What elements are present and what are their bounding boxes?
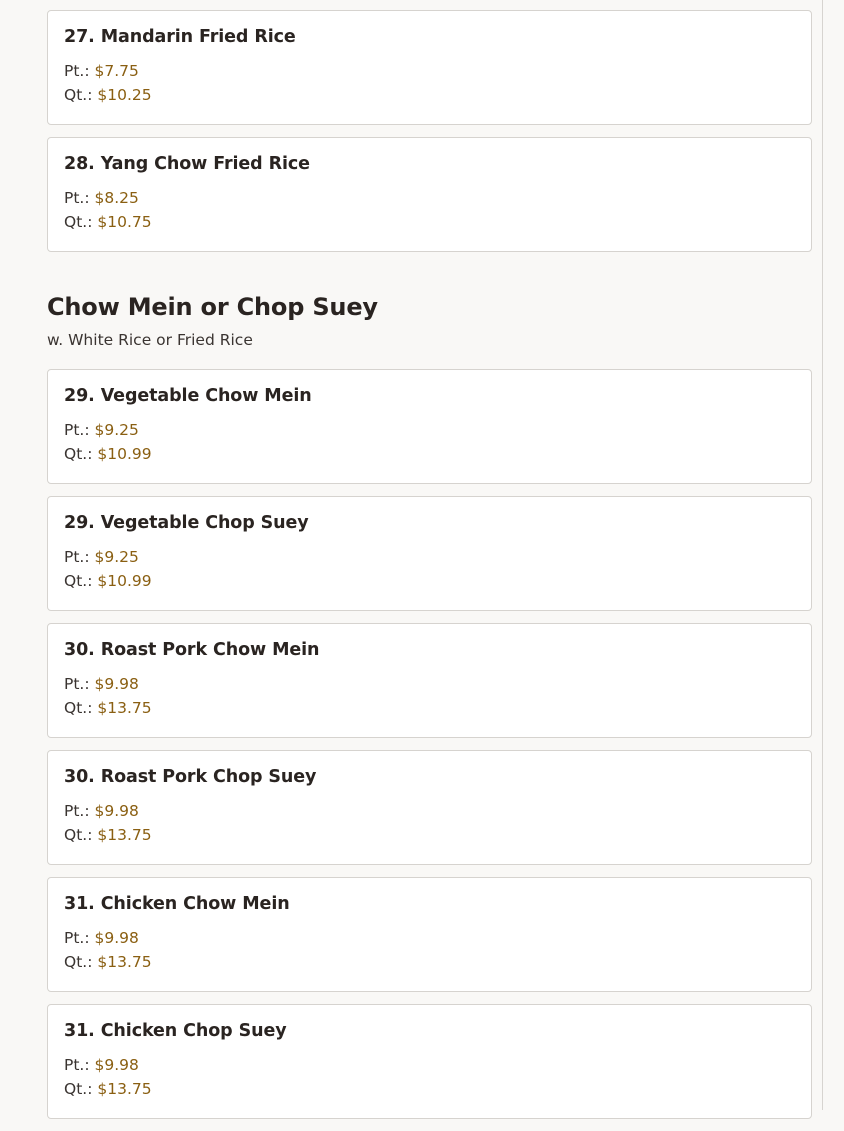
pint-price: $7.75 — [94, 62, 139, 80]
quart-price-row — [64, 1077, 795, 1101]
menu-section-fried-rice — [47, 10, 812, 252]
section-title: Chow Mein or Chop Suey — [47, 293, 378, 321]
pint-price-row — [64, 1053, 795, 1077]
menu-item-card[interactable] — [47, 10, 812, 125]
quart-price-row — [64, 950, 795, 974]
menu-section-chow-mein — [47, 264, 812, 1119]
quart-price: $10.75 — [97, 213, 152, 231]
menu-item-name: 29. Vegetable Chow Mein — [64, 386, 312, 406]
pint-price-row — [64, 672, 795, 696]
quart-label: Qt.: — [64, 572, 93, 590]
quart-label: Qt.: — [64, 1080, 93, 1098]
pint-price: $9.25 — [94, 548, 139, 566]
menu-item-card[interactable] — [47, 369, 812, 484]
pint-label: Pt.: — [64, 675, 90, 693]
menu-item-name: 27. Mandarin Fried Rice — [64, 27, 296, 47]
quart-label: Qt.: — [64, 445, 93, 463]
quart-label: Qt.: — [64, 699, 93, 717]
menu-item-name: 31. Chicken Chow Mein — [64, 894, 290, 914]
quart-price: $13.75 — [97, 826, 152, 844]
menu-item-card[interactable] — [47, 496, 812, 611]
menu-item-card[interactable] — [47, 1004, 812, 1119]
menu-content — [47, 10, 812, 1131]
quart-price: $10.99 — [97, 445, 152, 463]
quart-price: $13.75 — [97, 699, 152, 717]
menu-item-card[interactable] — [47, 623, 812, 738]
menu-item-name: 30. Roast Pork Chow Mein — [64, 640, 320, 660]
quart-price-row — [64, 696, 795, 720]
pint-price: $9.25 — [94, 421, 139, 439]
menu-item-name: 29. Vegetable Chop Suey — [64, 513, 309, 533]
pint-price-row — [64, 545, 795, 569]
pint-label: Pt.: — [64, 421, 90, 439]
quart-price: $10.99 — [97, 572, 152, 590]
quart-price-row — [64, 442, 795, 466]
pint-price: $9.98 — [94, 929, 139, 947]
menu-item-name: 28. Yang Chow Fried Rice — [64, 154, 310, 174]
pint-label: Pt.: — [64, 802, 90, 820]
pint-label: Pt.: — [64, 929, 90, 947]
pint-price: $9.98 — [94, 1056, 139, 1074]
pint-price-row — [64, 418, 795, 442]
quart-price: $10.25 — [97, 86, 152, 104]
pint-price-row — [64, 186, 795, 210]
pint-label: Pt.: — [64, 189, 90, 207]
menu-item-card[interactable] — [47, 877, 812, 992]
pint-price: $9.98 — [94, 802, 139, 820]
pint-price: $8.25 — [94, 189, 139, 207]
quart-label: Qt.: — [64, 953, 93, 971]
quart-price-row — [64, 569, 795, 593]
section-subtitle: w. White Rice or Fried Rice — [47, 331, 253, 349]
quart-label: Qt.: — [64, 213, 93, 231]
menu-item-card[interactable] — [47, 750, 812, 865]
pint-price-row — [64, 926, 795, 950]
pint-price: $9.98 — [94, 675, 139, 693]
pint-label: Pt.: — [64, 548, 90, 566]
pint-label: Pt.: — [64, 1056, 90, 1074]
menu-item-card[interactable] — [47, 137, 812, 252]
menu-item-name: 30. Roast Pork Chop Suey — [64, 767, 317, 787]
section-header — [47, 264, 812, 350]
pint-price-row — [64, 59, 795, 83]
pint-label: Pt.: — [64, 62, 90, 80]
quart-price: $13.75 — [97, 953, 152, 971]
quart-price: $13.75 — [97, 1080, 152, 1098]
pint-price-row — [64, 799, 795, 823]
scroll-region-divider — [822, 0, 823, 1110]
menu-item-name: 31. Chicken Chop Suey — [64, 1021, 287, 1041]
quart-price-row — [64, 83, 795, 107]
quart-price-row — [64, 823, 795, 847]
quart-label: Qt.: — [64, 86, 93, 104]
quart-price-row — [64, 210, 795, 234]
quart-label: Qt.: — [64, 826, 93, 844]
